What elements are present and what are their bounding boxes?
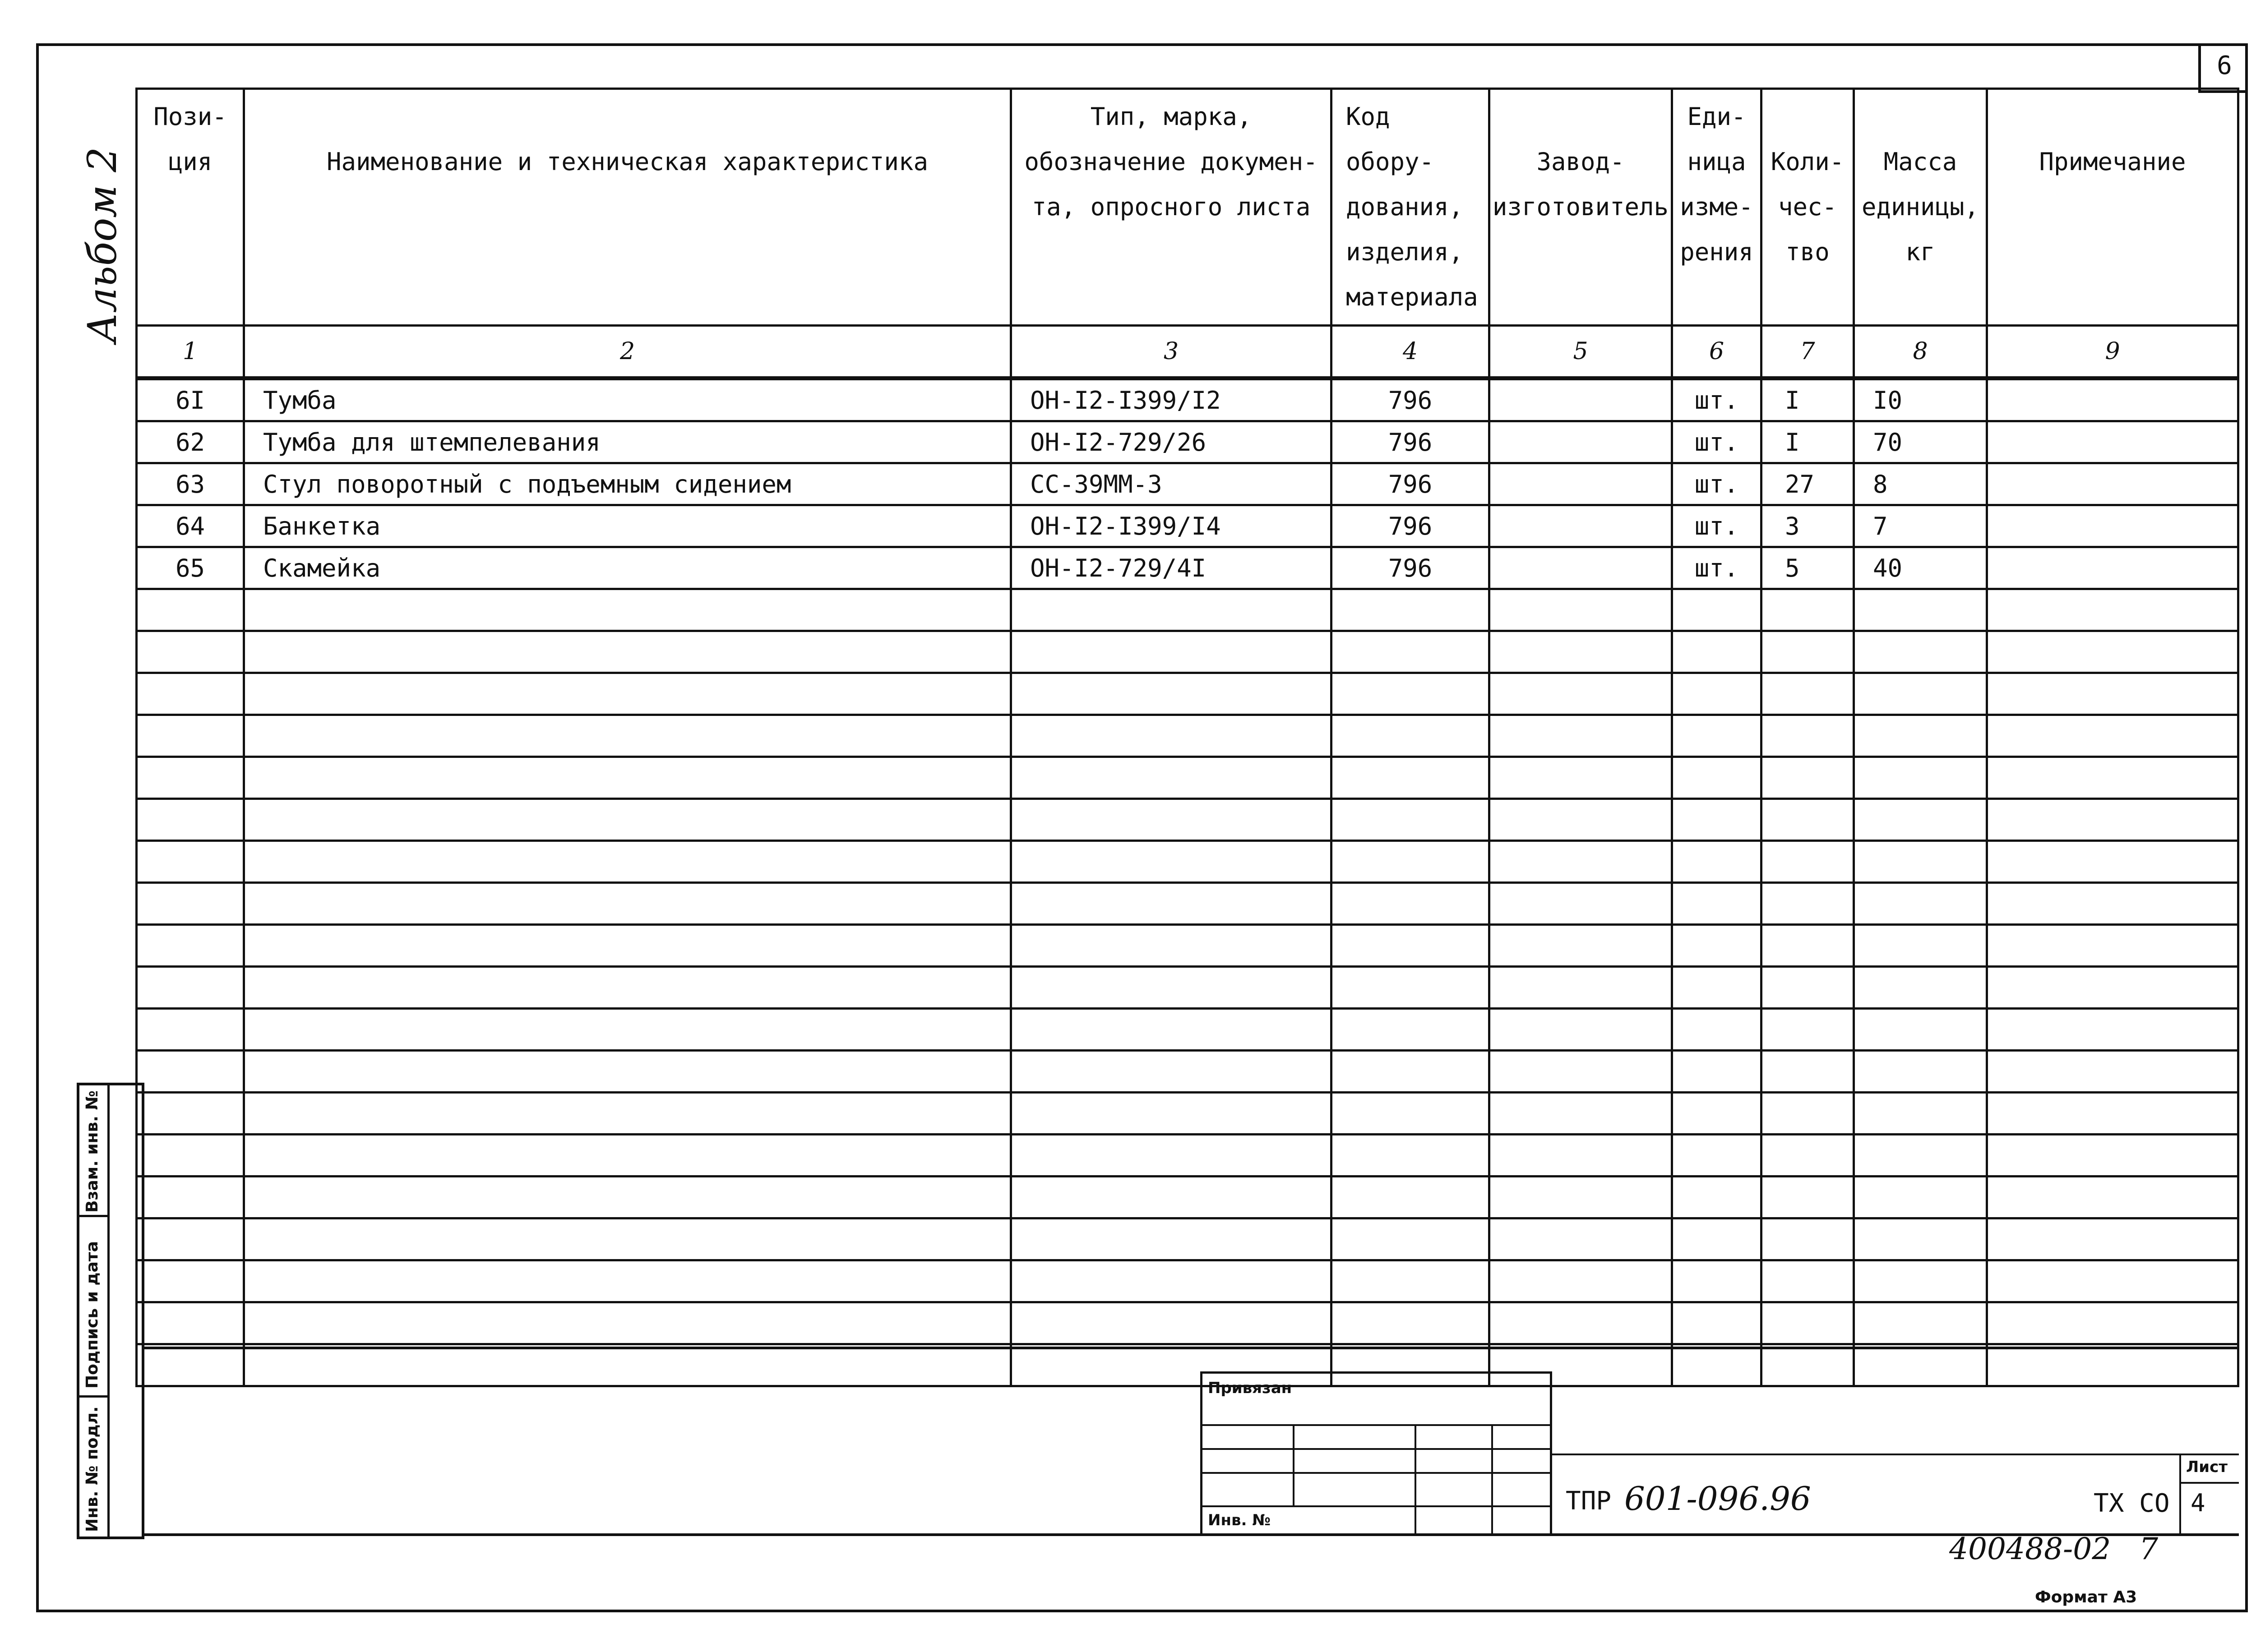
quantity-cell xyxy=(1761,883,1854,925)
name-cell xyxy=(244,799,1011,841)
mass-cell xyxy=(1854,883,1987,925)
replaced-inventory-label: Взам. инв. № xyxy=(83,1090,102,1213)
table-row xyxy=(137,715,2238,757)
note-cell xyxy=(1987,378,2238,421)
mass-cell xyxy=(1854,967,1987,1009)
code-cell: 796 xyxy=(1331,505,1489,547)
manufacturer-cell xyxy=(1489,925,1672,967)
code-cell: 796 xyxy=(1331,463,1489,505)
table-row xyxy=(137,547,2238,589)
table-row xyxy=(137,1177,2238,1218)
manufacturer-cell xyxy=(1489,547,1672,589)
manufacturer-cell xyxy=(1489,1093,1672,1135)
position-cell xyxy=(137,967,244,1009)
position-cell xyxy=(137,757,244,799)
inventory-label: Инв. № xyxy=(1208,1511,1271,1529)
code-cell: 796 xyxy=(1331,378,1489,421)
note-cell xyxy=(1987,883,2238,925)
position-cell: 65 xyxy=(137,547,244,589)
note-cell xyxy=(1987,1135,2238,1177)
manufacturer-cell xyxy=(1489,589,1672,631)
bound-label: Привязан xyxy=(1208,1379,1292,1397)
unit-cell: шт. xyxy=(1672,505,1761,547)
code-cell xyxy=(1331,1051,1489,1093)
name-cell xyxy=(244,631,1011,673)
position-cell xyxy=(137,841,244,883)
type-cell xyxy=(1011,1009,1331,1051)
note-cell xyxy=(1987,1218,2238,1260)
manufacturer-cell xyxy=(1489,967,1672,1009)
col-number: 2 xyxy=(244,326,1011,378)
code-cell xyxy=(1331,1260,1489,1302)
table-row xyxy=(137,1135,2238,1177)
unit-cell xyxy=(1672,1051,1761,1093)
table-row xyxy=(137,421,2238,463)
col-header-manufacturer: Завод- изготовитель xyxy=(1489,89,1672,326)
position-cell xyxy=(137,673,244,715)
type-cell: ОН-I2-729/26 xyxy=(1011,421,1331,463)
unit-cell xyxy=(1672,757,1761,799)
mass-cell: I0 xyxy=(1854,378,1987,421)
name-cell xyxy=(244,841,1011,883)
col-header-unit: Еди- ница изме- рения xyxy=(1672,89,1761,326)
table-row xyxy=(137,925,2238,967)
manufacturer-cell xyxy=(1489,715,1672,757)
unit-cell xyxy=(1672,1135,1761,1177)
header-row xyxy=(137,89,2238,326)
project-code: 601-096.96 xyxy=(1624,1480,1811,1518)
name-cell xyxy=(244,925,1011,967)
unit-cell xyxy=(1672,1177,1761,1218)
mass-cell xyxy=(1854,1218,1987,1260)
manufacturer-cell xyxy=(1489,841,1672,883)
quantity-cell xyxy=(1761,1260,1854,1302)
name-cell xyxy=(244,715,1011,757)
position-cell xyxy=(137,799,244,841)
code-cell: 796 xyxy=(1331,547,1489,589)
quantity-cell xyxy=(1761,1302,1854,1344)
manufacturer-cell xyxy=(1489,883,1672,925)
quantity-cell xyxy=(1761,925,1854,967)
unit-cell xyxy=(1672,631,1761,673)
side-stamp xyxy=(77,1083,144,1539)
format-label: Формат А3 xyxy=(2035,1588,2137,1606)
quantity-cell: 5 xyxy=(1761,547,1854,589)
name-cell xyxy=(244,1135,1011,1177)
table-row xyxy=(137,757,2238,799)
name-cell: Банкетка xyxy=(244,505,1011,547)
position-cell xyxy=(137,1093,244,1135)
note-cell xyxy=(1987,673,2238,715)
mass-cell xyxy=(1854,631,1987,673)
quantity-cell xyxy=(1761,1093,1854,1135)
table-row xyxy=(137,589,2238,631)
note-cell xyxy=(1987,547,2238,589)
name-cell xyxy=(244,1009,1011,1051)
note-cell xyxy=(1987,1093,2238,1135)
note-cell xyxy=(1987,631,2238,673)
note-cell xyxy=(1987,505,2238,547)
quantity-cell: I xyxy=(1761,421,1854,463)
col-header-quantity: Коли- чес- тво xyxy=(1761,89,1854,326)
col-header-name: Наименование и техническая характеристика xyxy=(244,89,1011,326)
note-cell xyxy=(1987,1260,2238,1302)
type-cell xyxy=(1011,883,1331,925)
code-cell xyxy=(1331,715,1489,757)
mass-cell: 8 xyxy=(1854,463,1987,505)
manufacturer-cell xyxy=(1489,1135,1672,1177)
binding-stamp xyxy=(1200,1371,1552,1536)
name-cell xyxy=(244,1302,1011,1344)
table-row xyxy=(137,883,2238,925)
mass-cell xyxy=(1854,1177,1987,1218)
table-row xyxy=(137,967,2238,1009)
note-cell xyxy=(1987,757,2238,799)
sheet-number: 6 xyxy=(2198,43,2248,93)
note-cell xyxy=(1987,799,2238,841)
manufacturer-cell xyxy=(1489,378,1672,421)
name-cell xyxy=(244,967,1011,1009)
type-cell: ОН-I2-729/4I xyxy=(1011,547,1331,589)
mass-cell xyxy=(1854,799,1987,841)
quantity-cell xyxy=(1761,1218,1854,1260)
table-row xyxy=(137,841,2238,883)
table-row xyxy=(137,673,2238,715)
name-cell xyxy=(244,883,1011,925)
mass-cell xyxy=(1854,673,1987,715)
mass-cell xyxy=(1854,925,1987,967)
position-cell xyxy=(137,715,244,757)
note-cell xyxy=(1987,1009,2238,1051)
name-cell xyxy=(244,1218,1011,1260)
type-cell xyxy=(1011,631,1331,673)
manufacturer-cell xyxy=(1489,1009,1672,1051)
mass-cell: 70 xyxy=(1854,421,1987,463)
manufacturer-cell xyxy=(1489,463,1672,505)
type-cell xyxy=(1011,1135,1331,1177)
table-row xyxy=(137,505,2238,547)
unit-cell xyxy=(1672,589,1761,631)
code-cell xyxy=(1331,883,1489,925)
code-cell: 796 xyxy=(1331,421,1489,463)
type-cell xyxy=(1011,1177,1331,1218)
title-block-area xyxy=(144,1347,2239,1536)
sheet-label: Лист xyxy=(2186,1458,2228,1476)
code-cell xyxy=(1331,589,1489,631)
quantity-cell xyxy=(1761,715,1854,757)
code-cell xyxy=(1331,799,1489,841)
mass-cell xyxy=(1854,841,1987,883)
col-number: 7 xyxy=(1761,326,1854,378)
type-cell xyxy=(1011,715,1331,757)
code-cell xyxy=(1331,1093,1489,1135)
name-cell xyxy=(244,1093,1011,1135)
mass-cell xyxy=(1854,757,1987,799)
project-prefix: ТПР xyxy=(1566,1486,1612,1516)
type-cell xyxy=(1011,757,1331,799)
code-cell xyxy=(1331,673,1489,715)
unit-cell xyxy=(1672,799,1761,841)
name-cell: Стул поворотный с подъемным сидением xyxy=(244,463,1011,505)
col-number: 6 xyxy=(1672,326,1761,378)
code-cell xyxy=(1331,1302,1489,1344)
table-row xyxy=(137,463,2238,505)
col-header-note: Примечание xyxy=(1987,89,2238,326)
manufacturer-cell xyxy=(1489,1218,1672,1260)
quantity-cell xyxy=(1761,1009,1854,1051)
name-cell xyxy=(244,757,1011,799)
col-number: 5 xyxy=(1489,326,1672,378)
sheet-value: 4 xyxy=(2191,1489,2205,1517)
mass-cell xyxy=(1854,1135,1987,1177)
position-cell xyxy=(137,925,244,967)
quantity-cell: 3 xyxy=(1761,505,1854,547)
unit-cell xyxy=(1672,715,1761,757)
mass-cell xyxy=(1854,715,1987,757)
type-cell xyxy=(1011,589,1331,631)
album-note: Альбом 2 xyxy=(79,147,125,343)
position-cell xyxy=(137,589,244,631)
position-cell: 64 xyxy=(137,505,244,547)
type-cell xyxy=(1011,1051,1331,1093)
col-header-code: Код обору- дования, изделия, материала xyxy=(1331,89,1489,326)
note-cell xyxy=(1987,715,2238,757)
type-cell xyxy=(1011,673,1331,715)
note-cell xyxy=(1987,1302,2238,1344)
quantity-cell xyxy=(1761,757,1854,799)
note-cell xyxy=(1987,421,2238,463)
unit-cell xyxy=(1672,1218,1761,1260)
position-cell xyxy=(137,1051,244,1093)
unit-cell: шт. xyxy=(1672,378,1761,421)
table-row xyxy=(137,378,2238,421)
original-inventory-label: Инв. № подл. xyxy=(83,1406,102,1532)
quantity-cell xyxy=(1761,631,1854,673)
manufacturer-cell xyxy=(1489,1260,1672,1302)
quantity-cell xyxy=(1761,673,1854,715)
mass-cell xyxy=(1854,1302,1987,1344)
code-cell xyxy=(1331,757,1489,799)
code-cell xyxy=(1331,841,1489,883)
type-cell xyxy=(1011,1093,1331,1135)
unit-cell xyxy=(1672,883,1761,925)
position-cell xyxy=(137,1009,244,1051)
note-cell xyxy=(1987,1177,2238,1218)
unit-cell xyxy=(1672,1302,1761,1344)
col-header-type: Тип, марка, обозначение докумен- та, опросного листа xyxy=(1011,89,1331,326)
position-cell: 62 xyxy=(137,421,244,463)
position-cell xyxy=(137,1135,244,1177)
quantity-cell xyxy=(1761,1135,1854,1177)
manufacturer-cell xyxy=(1489,1302,1672,1344)
mass-cell: 40 xyxy=(1854,547,1987,589)
column-number-row xyxy=(137,326,2238,378)
code-cell xyxy=(1331,1009,1489,1051)
mass-cell xyxy=(1854,1051,1987,1093)
position-cell xyxy=(137,1218,244,1260)
manufacturer-cell xyxy=(1489,631,1672,673)
quantity-cell xyxy=(1761,841,1854,883)
type-cell xyxy=(1011,1260,1331,1302)
quantity-cell xyxy=(1761,967,1854,1009)
position-cell: 63 xyxy=(137,463,244,505)
table-row xyxy=(137,1051,2238,1093)
name-cell xyxy=(244,1177,1011,1218)
type-cell xyxy=(1011,925,1331,967)
unit-cell: шт. xyxy=(1672,547,1761,589)
position-cell xyxy=(137,1260,244,1302)
code-cell xyxy=(1331,1135,1489,1177)
note-cell xyxy=(1987,463,2238,505)
specification-table xyxy=(135,88,2239,1387)
position-cell: 6I xyxy=(137,378,244,421)
type-cell: СС-39ММ-3 xyxy=(1011,463,1331,505)
name-cell: Тумба для штемпелевания xyxy=(244,421,1011,463)
position-cell xyxy=(137,883,244,925)
type-cell xyxy=(1011,967,1331,1009)
type-cell xyxy=(1011,1302,1331,1344)
name-cell xyxy=(244,1051,1011,1093)
type-cell xyxy=(1011,841,1331,883)
unit-cell xyxy=(1672,925,1761,967)
col-header-mass: Масса единицы, кг xyxy=(1854,89,1987,326)
quantity-cell xyxy=(1761,589,1854,631)
mass-cell xyxy=(1854,1260,1987,1302)
table-row xyxy=(137,1302,2238,1344)
note-cell xyxy=(1987,967,2238,1009)
type-cell xyxy=(1011,1218,1331,1260)
name-cell: Тумба xyxy=(244,378,1011,421)
unit-cell xyxy=(1672,841,1761,883)
note-cell xyxy=(1987,841,2238,883)
unit-cell xyxy=(1672,1260,1761,1302)
col-number: 3 xyxy=(1011,326,1331,378)
document-code: ТХ СО xyxy=(2094,1489,2170,1518)
manufacturer-cell xyxy=(1489,505,1672,547)
table-row xyxy=(137,799,2238,841)
code-cell xyxy=(1331,1177,1489,1218)
col-number: 8 xyxy=(1854,326,1987,378)
manufacturer-cell xyxy=(1489,673,1672,715)
unit-cell xyxy=(1672,1009,1761,1051)
unit-cell xyxy=(1672,1093,1761,1135)
mass-cell: 7 xyxy=(1854,505,1987,547)
name-cell xyxy=(244,589,1011,631)
quantity-cell xyxy=(1761,1051,1854,1093)
position-cell xyxy=(137,631,244,673)
unit-cell xyxy=(1672,967,1761,1009)
note-cell xyxy=(1987,925,2238,967)
mass-cell xyxy=(1854,1009,1987,1051)
table-row xyxy=(137,1218,2238,1260)
unit-cell: шт. xyxy=(1672,463,1761,505)
col-number: 4 xyxy=(1331,326,1489,378)
quantity-cell xyxy=(1761,799,1854,841)
manufacturer-cell xyxy=(1489,757,1672,799)
type-cell: ОН-I2-I399/I2 xyxy=(1011,378,1331,421)
quantity-cell xyxy=(1761,1177,1854,1218)
mass-cell xyxy=(1854,1093,1987,1135)
name-cell xyxy=(244,673,1011,715)
quantity-cell: 27 xyxy=(1761,463,1854,505)
name-cell xyxy=(244,1260,1011,1302)
manufacturer-cell xyxy=(1489,421,1672,463)
col-number: 1 xyxy=(137,326,244,378)
col-number: 9 xyxy=(1987,326,2238,378)
note-cell xyxy=(1987,589,2238,631)
code-cell xyxy=(1331,631,1489,673)
code-cell xyxy=(1331,925,1489,967)
code-cell xyxy=(1331,1218,1489,1260)
manufacturer-cell xyxy=(1489,1177,1672,1218)
table-row xyxy=(137,1260,2238,1302)
mass-cell xyxy=(1854,589,1987,631)
type-cell xyxy=(1011,799,1331,841)
position-cell xyxy=(137,1302,244,1344)
table-row xyxy=(137,1009,2238,1051)
unit-cell: шт. xyxy=(1672,421,1761,463)
note-cell xyxy=(1987,1051,2238,1093)
archive-number: 400488-02 7 xyxy=(1949,1532,2159,1566)
unit-cell xyxy=(1672,673,1761,715)
signature-date-label: Подпись и дата xyxy=(83,1241,102,1389)
col-header-position: Пози- ция xyxy=(137,89,244,326)
quantity-cell: I xyxy=(1761,378,1854,421)
position-cell xyxy=(137,1177,244,1218)
table-row xyxy=(137,631,2238,673)
type-cell: ОН-I2-I399/I4 xyxy=(1011,505,1331,547)
code-cell xyxy=(1331,967,1489,1009)
manufacturer-cell xyxy=(1489,799,1672,841)
table-row xyxy=(137,1093,2238,1135)
manufacturer-cell xyxy=(1489,1051,1672,1093)
name-cell: Скамейка xyxy=(244,547,1011,589)
